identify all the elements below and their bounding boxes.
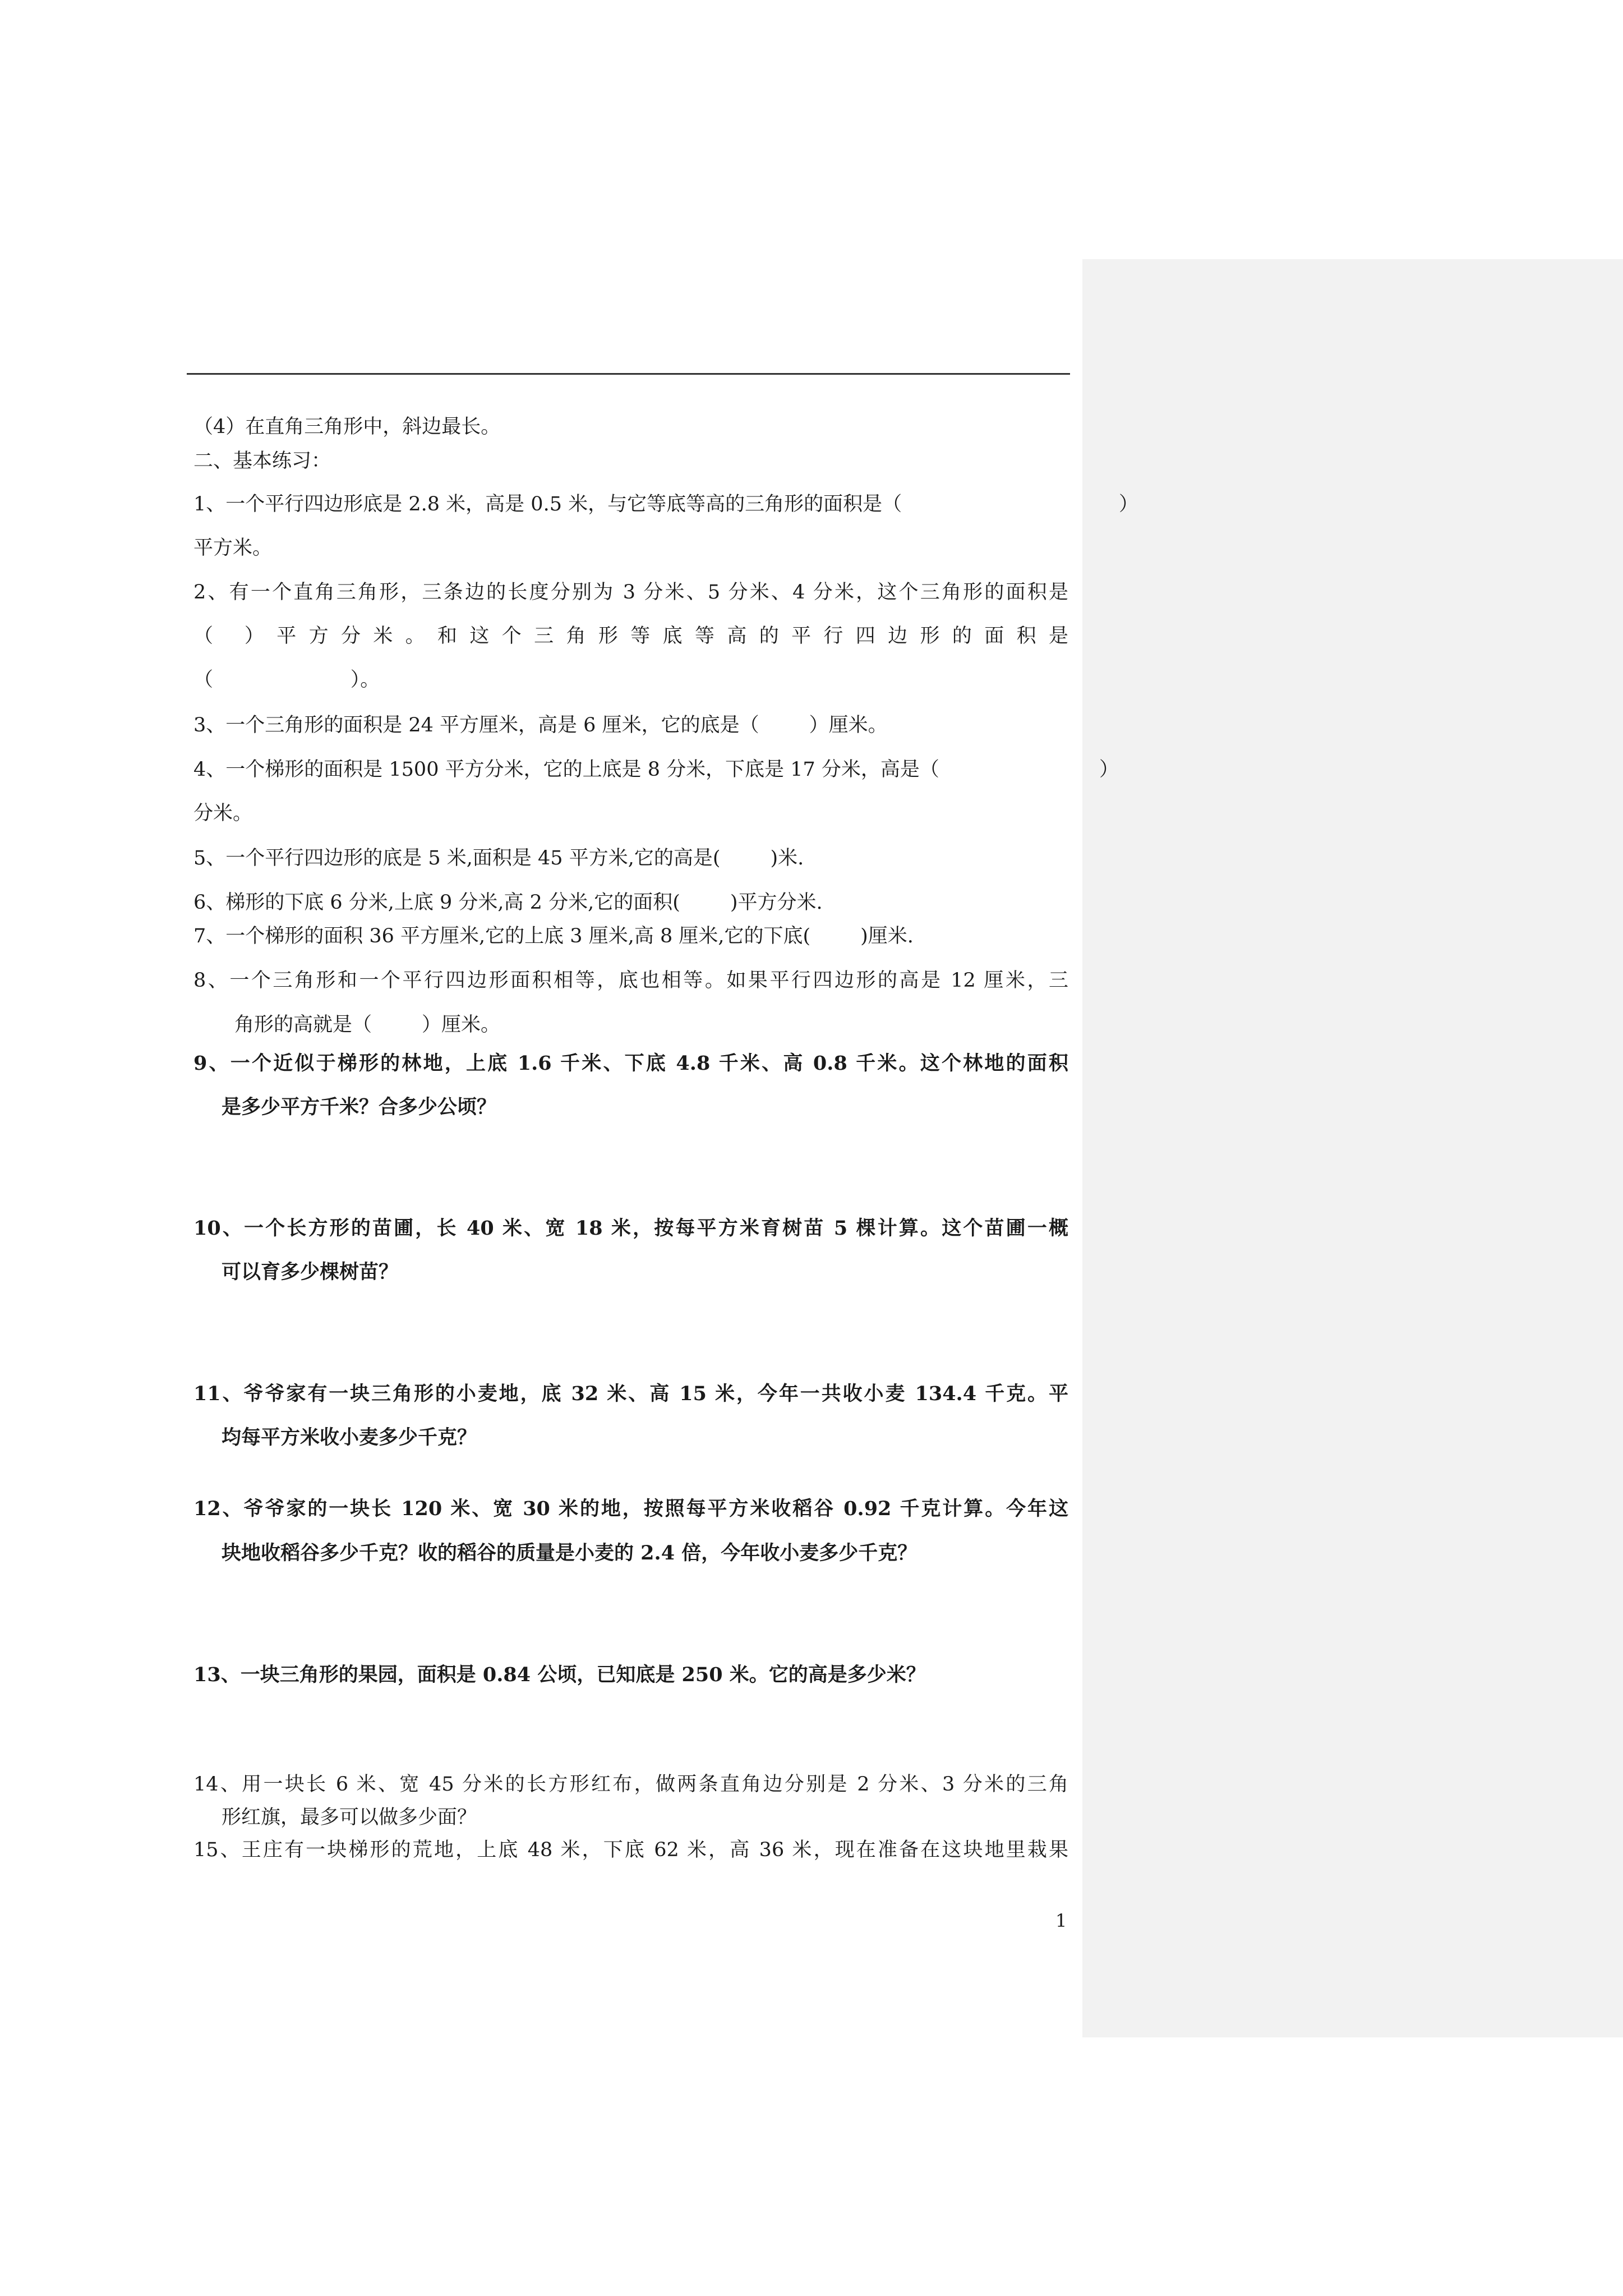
question-12-cont: 块地收稻谷多少千克？收的稻谷的质量是小麦的 2.4 倍，今年收小麦多少千克？ <box>222 1542 917 1565</box>
question-2: 2、有一个直角三角形，三条边的长度分别为 3 分米、5 分米、4 分米，这个三角形的面积是 <box>193 581 1068 604</box>
question-8: 8、一个三角形和一个平行四边形面积相等，底也相等。如果平行四边形的高是 12 厘米，三 <box>193 969 1068 992</box>
text-line: （4）在直角三角形中，斜边最长。 <box>193 416 501 438</box>
question-13: 13、一块三角形的果园，面积是 0.84 公顷，已知底是 250 米。它的高是多少米？ <box>193 1663 926 1686</box>
question-8-cont: 角形的高就是（ ）厘米。 <box>234 1014 501 1036</box>
comment-pane <box>1082 259 1623 2037</box>
question-11-cont: 均每平方米收小麦多少千克？ <box>222 1426 477 1449</box>
question-14: 14、用一块长 6 米、宽 45 分米的长方形红布，做两条直角边分别是 2 分米、3 分米的三角 <box>193 1773 1068 1796</box>
question-1-cont: 平方米。 <box>193 537 273 559</box>
question-7: 7、一个梯形的面积 36 平方厘米,它的上底 3 厘米,高 8 厘米,它的下底( )厘米. <box>193 925 914 947</box>
answer-blank-close: ） <box>1119 493 1139 516</box>
question-6: 6、梯形的下底 6 分米,上底 9 分米,高 2 分米,它的面积( )平方分米. <box>193 891 823 914</box>
question-12: 12、爷爷家的一块长 120 米、宽 30 米的地，按照每平方米收稻谷 0.92 千克计算。今年这 <box>193 1497 1068 1520</box>
question-4: 4、一个梯形的面积是 1500 平方分米，它的上底是 8 分米，下底是 17 分米，高是（ <box>193 758 939 781</box>
question-5: 5、一个平行四边形的底是 5 米,面积是 45 平方米,它的高是( )米. <box>193 847 804 869</box>
section-heading: 二、基本练习： <box>193 450 331 472</box>
question-4-cont: 分米。 <box>193 802 253 825</box>
header-rule <box>187 373 1070 375</box>
question-1: 1、一个平行四边形底是 2.8 米，高是 0.5 米，与它等底等高的三角形的面积是（ <box>193 493 902 516</box>
question-10-cont: 可以育多少棵树苗？ <box>222 1260 399 1283</box>
answer-blank-close: ） <box>1099 758 1119 781</box>
question-10: 10、一个长方形的苗圃，长 40 米、宽 18 米，按每平方米育树苗 5 棵计算。这个苗圃一概 <box>193 1217 1068 1240</box>
question-15: 15、王庄有一块梯形的荒地，上底 48 米，下底 62 米，高 36 米，现在准备在这块地里栽果 <box>193 1839 1068 1861</box>
question-9: 9、一个近似于梯形的林地，上底 1.6 千米、下底 4.8 千米、高 0.8 千米。这个林地的面积 <box>193 1052 1068 1075</box>
question-14-cont: 形红旗，最多可以做多少面？ <box>222 1806 477 1829</box>
question-3: 3、一个三角形的面积是 24 平方厘米，高是 6 厘米，它的底是（ ）厘米。 <box>193 714 888 737</box>
question-2-cont: （ ）。 <box>193 669 380 691</box>
question-11: 11、爷爷家有一块三角形的小麦地，底 32 米、高 15 米，今年一共收小麦 134.4 千克。平 <box>193 1382 1068 1405</box>
page-number: 1 <box>1055 1910 1067 1931</box>
question-9-cont: 是多少平方千米？合多少公顷？ <box>222 1096 497 1119</box>
question-2-cont: （ ）平方分米。和这个三角形等底等高的平行四边形的面积是 <box>193 625 1068 647</box>
